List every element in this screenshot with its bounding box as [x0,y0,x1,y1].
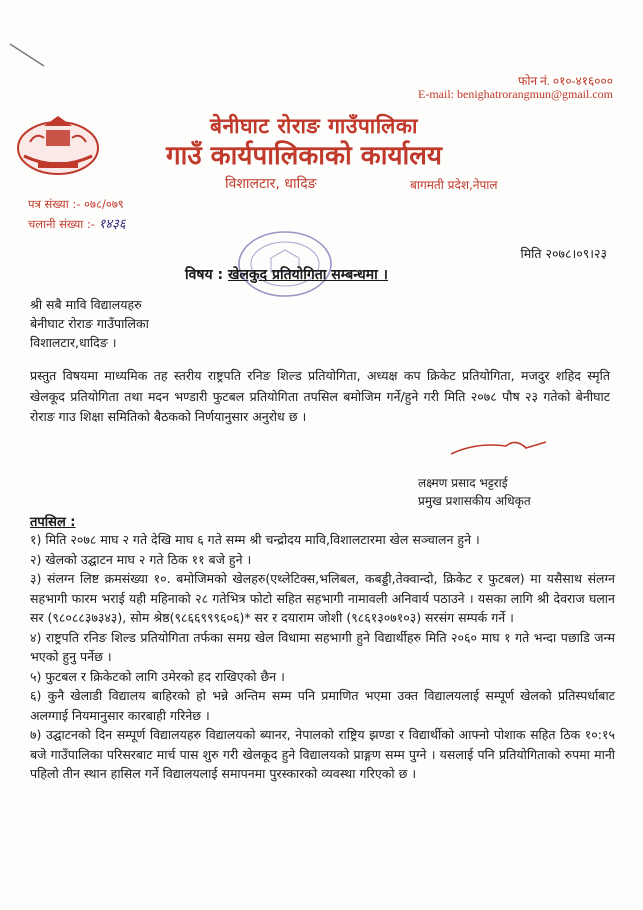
subject-text: खेलकुद प्रतियोगिता सम्बन्धमा । [227,267,388,283]
body-paragraph: प्रस्तुत विषयमा माध्यमिक तह स्तरीय राष्ट्रपति रनिङ शिल्ड प्रतियोगिता, अध्यक्ष कप क्रिकेट प्रतियोगिता, मजदुर शहिद स्मृति खेलकूद प्रतियोगिता तथा मदन भण्डारी फुटबल प्रतियोगिता तपसिल बमोजिम गर्ने/हुने गरी मिति २०७८ पौष २३ गतेको बेनीघाट रोराङ गाउ शिक्षा समितिको बैठकको निर्णयानुसार अनुरोध छ । [30,368,610,424]
chalani-sankhya [28,214,126,232]
phone-number: फोन नं. ०१०-४१६००० [518,74,613,88]
tapasil-item: १) मिति २०७८ माघ २ गते देखि माघ ६ गते सम्म श्री चन्द्रोदय मावि,विशालटारमा खेल सञ्चालन हुने । [30,532,480,547]
tapasil-item: ७) उद्घाटनको दिन सम्पूर्ण विद्यालयहरु विद्यालयको ब्यानर, नेपालको राष्ट्रिय झण्डा र विद्यार्थीको आफ्नो पोशाक सहित ठिक १०:१५ बजे गाउँपालिका परिसरबाट मार्च पास शुरु गरी खेलकूद हुने विद्यालयको प्राङ्गण सम्म पुग्ने । यसलाई पनि प्रतियोगिताको रुपमा मानी पहिलो तीन स्थान हासिल गर्ने विद्यालयलाई समापनमा पुरस्कारको व्यवस्था गरिएको छ । [30,727,615,781]
chalani-label: चलानी संख्या :- [28,217,95,231]
recipient-line-3: विशालटार,धादिङ । [30,335,117,350]
email-address: E-mail: benighatrorangmun@gmail.com [418,87,613,101]
pen-mark-decoration [8,40,48,70]
chalani-number: १४३६ [98,217,126,232]
subject-line [185,265,388,284]
subject-prefix: विषय : [185,267,224,283]
address-province: बागमती प्रदेश,नेपाल [410,178,498,192]
signatory-name: लक्ष्मण प्रसाद भट्टराई [418,476,508,490]
office-stamp-icon [236,228,334,300]
tapasil-list [30,530,615,784]
organization-name: बेनीघाट रोराङ गाउँपालिका [210,114,418,138]
tapasil-item: ४) राष्ट्रपति रनिङ शिल्ड प्रतियोगिता तर्फका समग्र खेल विधामा सहभागी हुने विद्यार्थीहरु मिति २०६० माघ १ गते भन्दा पछाडि जन्म भएको हुनु पर्नेछ । [30,629,615,664]
nepal-emblem-icon [14,112,102,178]
office-name: गाउँ कार्यपालिकाको कार्यालय [166,141,442,171]
tapasil-item: ६) कुनै खेलाडी विद्यालय बाहिरको हो भन्ने अन्तिम सम्म पनि प्रमाणित भएमा उक्त विद्यालयलाई सम्पूर्ण खेलको प्रतिस्पर्धाबाट अलग्गाई नियमानुसार कारबाही गरिनेछ । [30,688,615,723]
letter-date: मिति २०७८।०९।२३ [520,246,607,261]
recipient-line-2: बेनीघाट रोराङ गाउँपालिका [30,316,149,331]
signature-scribble-icon [446,434,566,464]
patra-sankhya: पत्र संख्या :- ०७८/०७९ [28,197,124,211]
tapasil-item: ३) संलग्न लिष्ट क्रमसंख्या १०. बमोजिमको खेलहरु(एथ्लेटिक्स,भलिबल, कबड्डी,तेक्वान्दो, क्रिकेट र फुटबल) मा यसैसाथ संलग्न सहभागी फारम भराई यही महिनाको २८ गतेभित्र फोटो सहित सहभागी नामावली अनिवार्य पठाउने । यसका लागि श्री देवराज घलान सर (९८०८८३७३४३), सोम श्रेष्ठ(९८६६९९९६०६)* सर र दयाराम जोशी (९८६१३०७१०३) सरसंग सम्पर्क गर्ने । [30,571,615,625]
tapasil-item: ५) फुटबल र क्रिकेटको लागि उमेरको हद राखिएको छैन । [30,668,285,684]
tapasil-heading: तपसिल : [30,515,76,530]
recipient-line-1: श्री सबै मावि विद्यालयहरु [30,297,142,312]
address-local: विशालटार, धादिङ [225,176,317,192]
tapasil-item: २) खेलको उद्घाटन माघ २ गते ठिक ११ बजे हुने । [30,551,252,567]
signatory-title: प्रमुख प्रशासकीय अधिकृत [418,494,531,508]
